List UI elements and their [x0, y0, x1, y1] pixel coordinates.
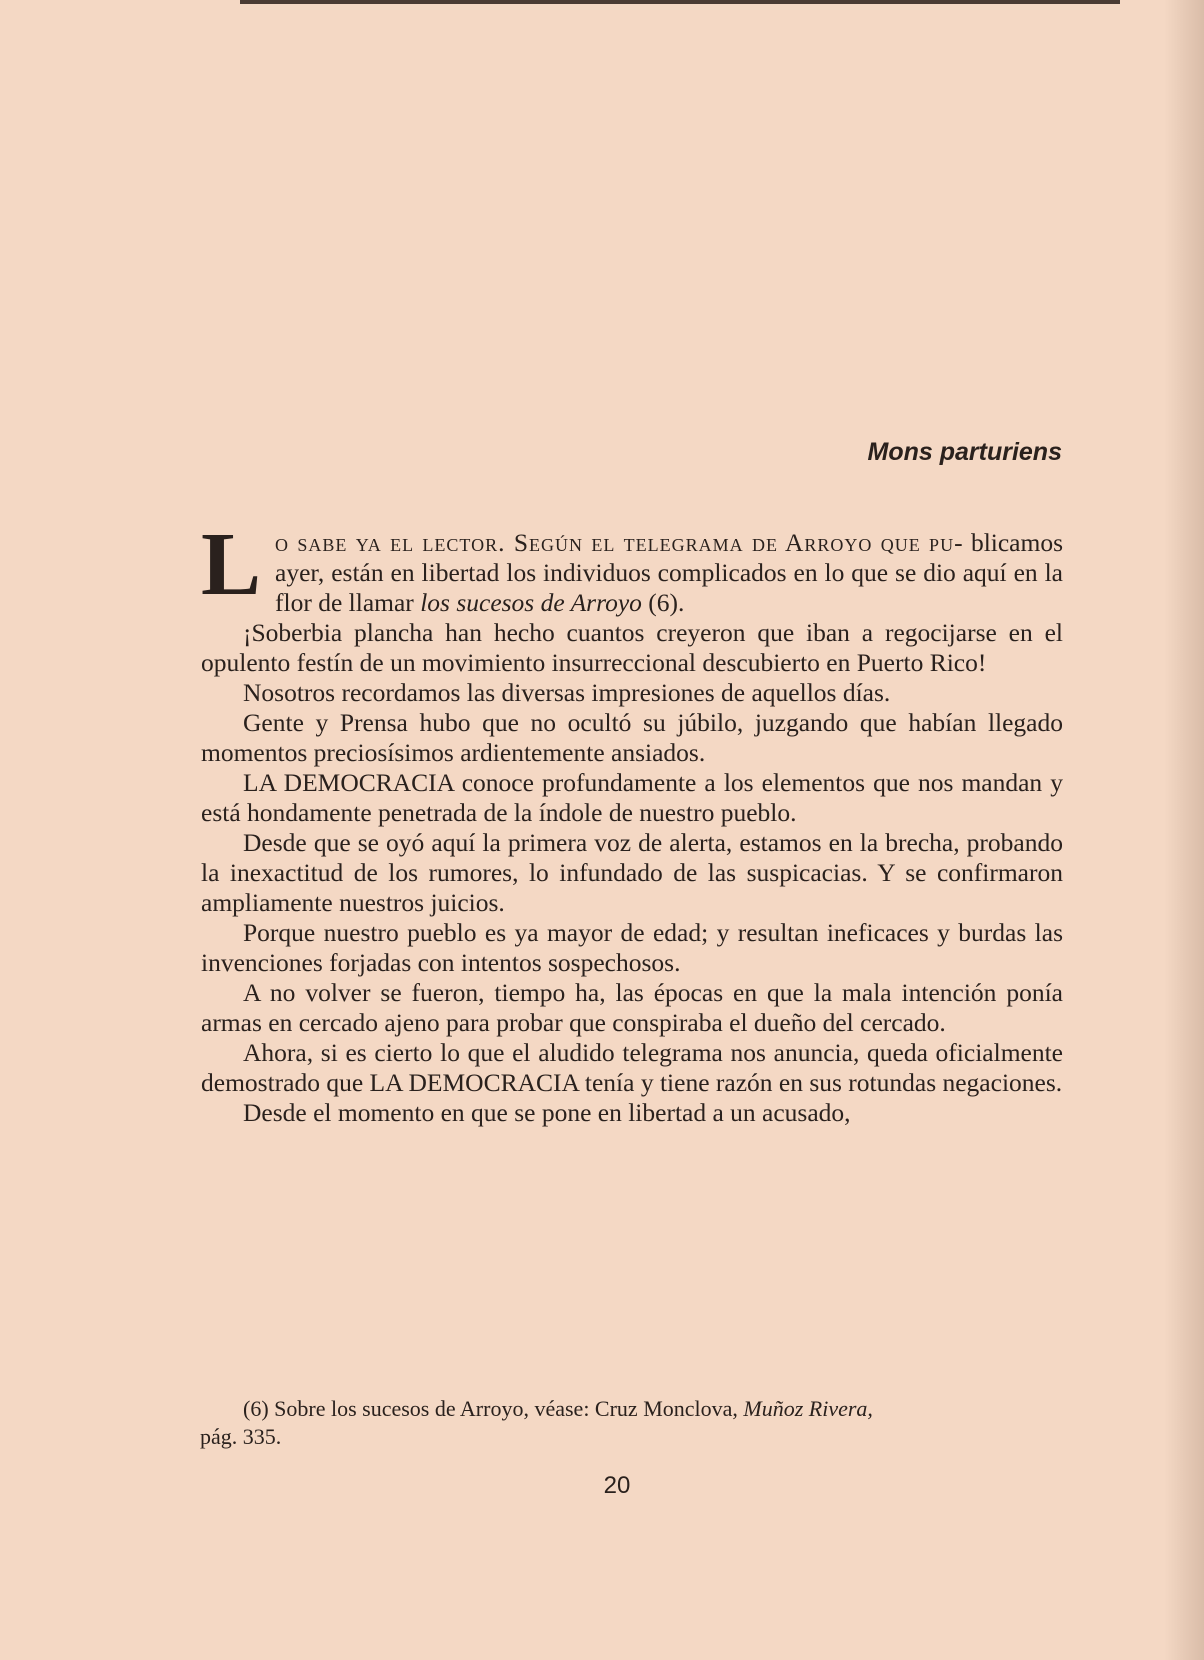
paragraph: ¡Soberbia plancha han hecho cuantos creyeron que iban a regocijarse en el opulento festín de un movimiento insurreccional descubierto en Puerto Rico! [201, 618, 1063, 677]
footnote-end: pág. 335. [200, 1424, 282, 1449]
running-head: Mons parturiens [867, 438, 1062, 466]
footnote-text: (6) Sobre los sucesos de Arroyo, véase: Cruz Monclova, [243, 1396, 744, 1421]
page-edge-shadow [1164, 0, 1204, 1660]
paragraph: Porque nuestro pueblo es ya mayor de edad; y resultan ineficaces y burdas las invenciones forjadas con intentos sospechosos. [201, 918, 1063, 977]
article-body [201, 515, 1064, 1128]
page-number: 20 [603, 1472, 631, 1499]
paragraph: LA DEMOCRACIA conoce profundamente a los elementos que nos mandan y está hondamente penetrada de la índole de nuestro pueblo. [201, 768, 1063, 827]
first-paragraph-italic: los sucesos de Arroyo [420, 588, 642, 617]
paragraph: Gente y Prensa hubo que no ocultó su júbilo, juzgando que habían llegado momentos preciosísimos ardientemente ansiados. [201, 708, 1063, 767]
paragraph: Nosotros recordamos las diversas impresiones de aquellos días. [243, 678, 891, 707]
footnote [200, 1395, 1063, 1451]
drop-cap: L [201, 515, 262, 614]
paragraph: Ahora, si es cierto lo que el aludido telegrama nos anuncia, queda oficialmente demostrado que LA DEMOCRACIA tenía y tiene razón en sus rotundas negaciones. [201, 1038, 1063, 1097]
first-paragraph-end: (6). [641, 588, 685, 617]
paragraph: Desde que se oyó aquí la primera voz de alerta, estamos en la brecha, probando la inexactitud de los rumores, lo infundado de las suspicacias. Y se confirmaron ampliamente nuestros juicios. [201, 828, 1063, 917]
paragraph: A no volver se fueron, tiempo ha, las épocas en que la mala intención ponía armas en cercado ajeno para probar que conspiraba el dueño del cercado. [201, 978, 1063, 1037]
footnote-italic: Muñoz Rivera, [743, 1396, 873, 1421]
first-paragraph-text: blicamos ayer, están en libertad los individuos complicados en lo que se dio aquí en la flor de llamar [275, 528, 1064, 617]
paragraph-first [201, 515, 1064, 618]
opening-smallcaps: o sabe ya el lector. Según el telegrama de Arroyo que pu- [275, 528, 964, 557]
paragraph: Desde el momento en que se pone en libertad a un acusado, [243, 1098, 851, 1127]
page-top-edge [240, 0, 1120, 4]
